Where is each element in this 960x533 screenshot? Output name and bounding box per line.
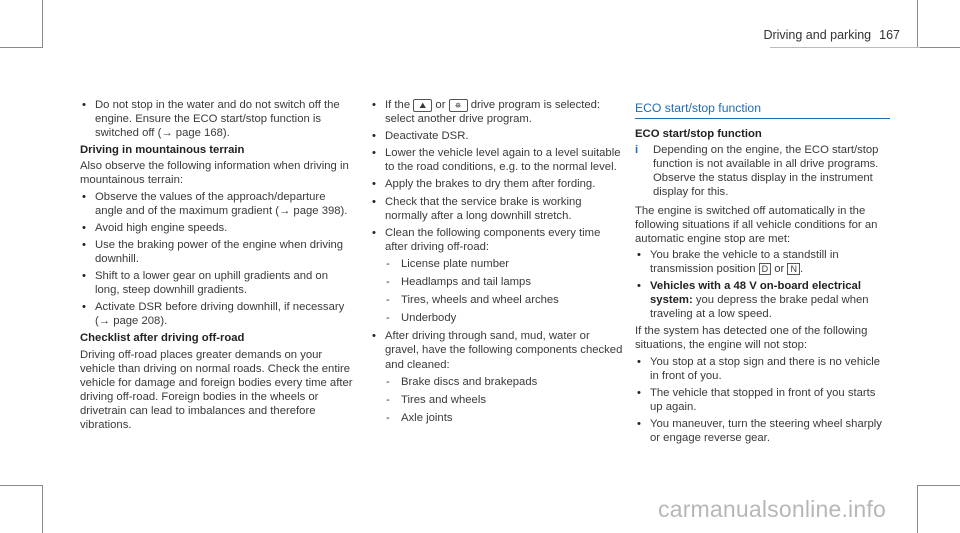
dash-item: - Brake discs and brakepads bbox=[370, 375, 625, 389]
transmission-d-icon: D bbox=[759, 263, 772, 275]
list-item: • Use the braking power of the engine when driving downhill. bbox=[80, 238, 355, 266]
list-item: • Do not stop in the water and do not switch off the engine. Ensure the ECO start/stop function is switched off (→ page 168). bbox=[80, 98, 355, 140]
heading-offroad-checklist: Checklist after driving off-road bbox=[80, 332, 245, 345]
text: or bbox=[435, 99, 446, 111]
list-item bbox=[635, 279, 890, 321]
list-item: • After driving through sand, mud, water or gravel, have the following components checked and cleaned: bbox=[370, 329, 625, 371]
list-item: • Check that the service brake is working normally after a long downhill stretch. bbox=[370, 195, 625, 223]
header-rule bbox=[770, 47, 920, 48]
list-item: • Deactivate DSR. bbox=[370, 129, 625, 143]
section-rule bbox=[635, 118, 890, 119]
crop-mark bbox=[42, 0, 43, 48]
column-right bbox=[635, 101, 890, 448]
text: or bbox=[774, 262, 785, 275]
dash-item: - Tires and wheels bbox=[370, 393, 625, 407]
info-icon: i bbox=[635, 144, 639, 157]
text: You brake the vehicle to a standstill in transmission position bbox=[650, 248, 839, 275]
list-item bbox=[635, 248, 890, 276]
dash-item: - Underbody bbox=[370, 311, 625, 325]
list-item: • Lower the vehicle level again to a level suitable to the road conditions, e.g. to the normal level. bbox=[370, 146, 625, 174]
header-section: Driving and parking bbox=[763, 28, 872, 42]
text: If the bbox=[385, 99, 411, 111]
column-middle bbox=[370, 98, 625, 429]
rock-icon: ⛯ bbox=[449, 99, 468, 112]
crop-mark bbox=[917, 485, 960, 486]
dash-item: - Axle joints bbox=[370, 411, 625, 425]
off-road-icon: ⛰ bbox=[413, 99, 432, 112]
bold-lead: Vehicles with a 48 V on-board electrical system: bbox=[650, 280, 861, 307]
paragraph: If the system has detected one of the following situations, the engine will not stop: bbox=[635, 325, 868, 352]
list-item: • The vehicle that stopped in front of you starts up again. bbox=[635, 386, 890, 414]
paragraph: Also observe the following information when driving in mountainous terrain: bbox=[80, 160, 349, 187]
list-item: • Shift to a lower gear on uphill gradients and on long, steep downhill gradients. bbox=[80, 269, 355, 297]
note-text: Depending on the engine, the ECO start/stop function is not available in all drive programs. Observe the status display in the instrument display for this. bbox=[653, 144, 879, 199]
text: . bbox=[799, 262, 804, 275]
paragraph: Driving off-road places greater demands on your vehicle than driving on normal roads. Check the entire vehicle for damage and foreign bodies every time after driving off-road. Foreign bodies in the wheels or drivetrain can lead to imbalances and therefore vibrations. bbox=[80, 348, 353, 431]
dash-item: - License plate number bbox=[370, 257, 625, 271]
list-item: • Avoid high engine speeds. bbox=[80, 221, 355, 235]
paragraph: The engine is switched off automatically in the following situations if all vehicle conditions for an automatic engine stop are met: bbox=[635, 204, 878, 245]
crop-mark bbox=[917, 0, 918, 48]
dash-item: - Headlamps and tail lamps bbox=[370, 275, 625, 289]
text: drive program is selected: select another drive program. bbox=[385, 99, 601, 126]
watermark: carmanualsonline.info bbox=[658, 496, 886, 522]
heading-mountain: Driving in mountainous terrain bbox=[80, 144, 245, 157]
list-item: • Activate DSR before driving downhill, if necessary (→ page 208). bbox=[80, 300, 355, 328]
crop-mark bbox=[0, 485, 43, 486]
section-title: ECO start/stop function bbox=[635, 101, 761, 115]
list-item: • You stop at a stop sign and there is no vehicle in front of you. bbox=[635, 355, 890, 383]
list-item: • Apply the brakes to dry them after fording. bbox=[370, 177, 625, 191]
transmission-n-icon: N bbox=[787, 263, 800, 275]
note-block bbox=[635, 143, 890, 199]
crop-mark bbox=[0, 47, 43, 48]
list-item bbox=[370, 98, 625, 126]
crop-mark bbox=[917, 485, 918, 533]
column-left bbox=[80, 98, 355, 434]
list-item: • Clean the following components every time after driving off-road: bbox=[370, 226, 625, 254]
list-item: • You maneuver, turn the steering wheel sharply or engage reverse gear. bbox=[635, 417, 890, 445]
list-item: • Observe the values of the approach/departure angle and of the maximum gradient (→ page 398). bbox=[80, 190, 355, 218]
page-number: 167 bbox=[879, 28, 900, 42]
crop-mark bbox=[917, 47, 960, 48]
text: you depress the brake pedal when traveling at a low speed. bbox=[650, 294, 869, 321]
crop-mark bbox=[42, 485, 43, 533]
running-header bbox=[763, 28, 900, 42]
heading-eco: ECO start/stop function bbox=[635, 128, 762, 141]
dash-item: - Tires, wheels and wheel arches bbox=[370, 293, 625, 307]
